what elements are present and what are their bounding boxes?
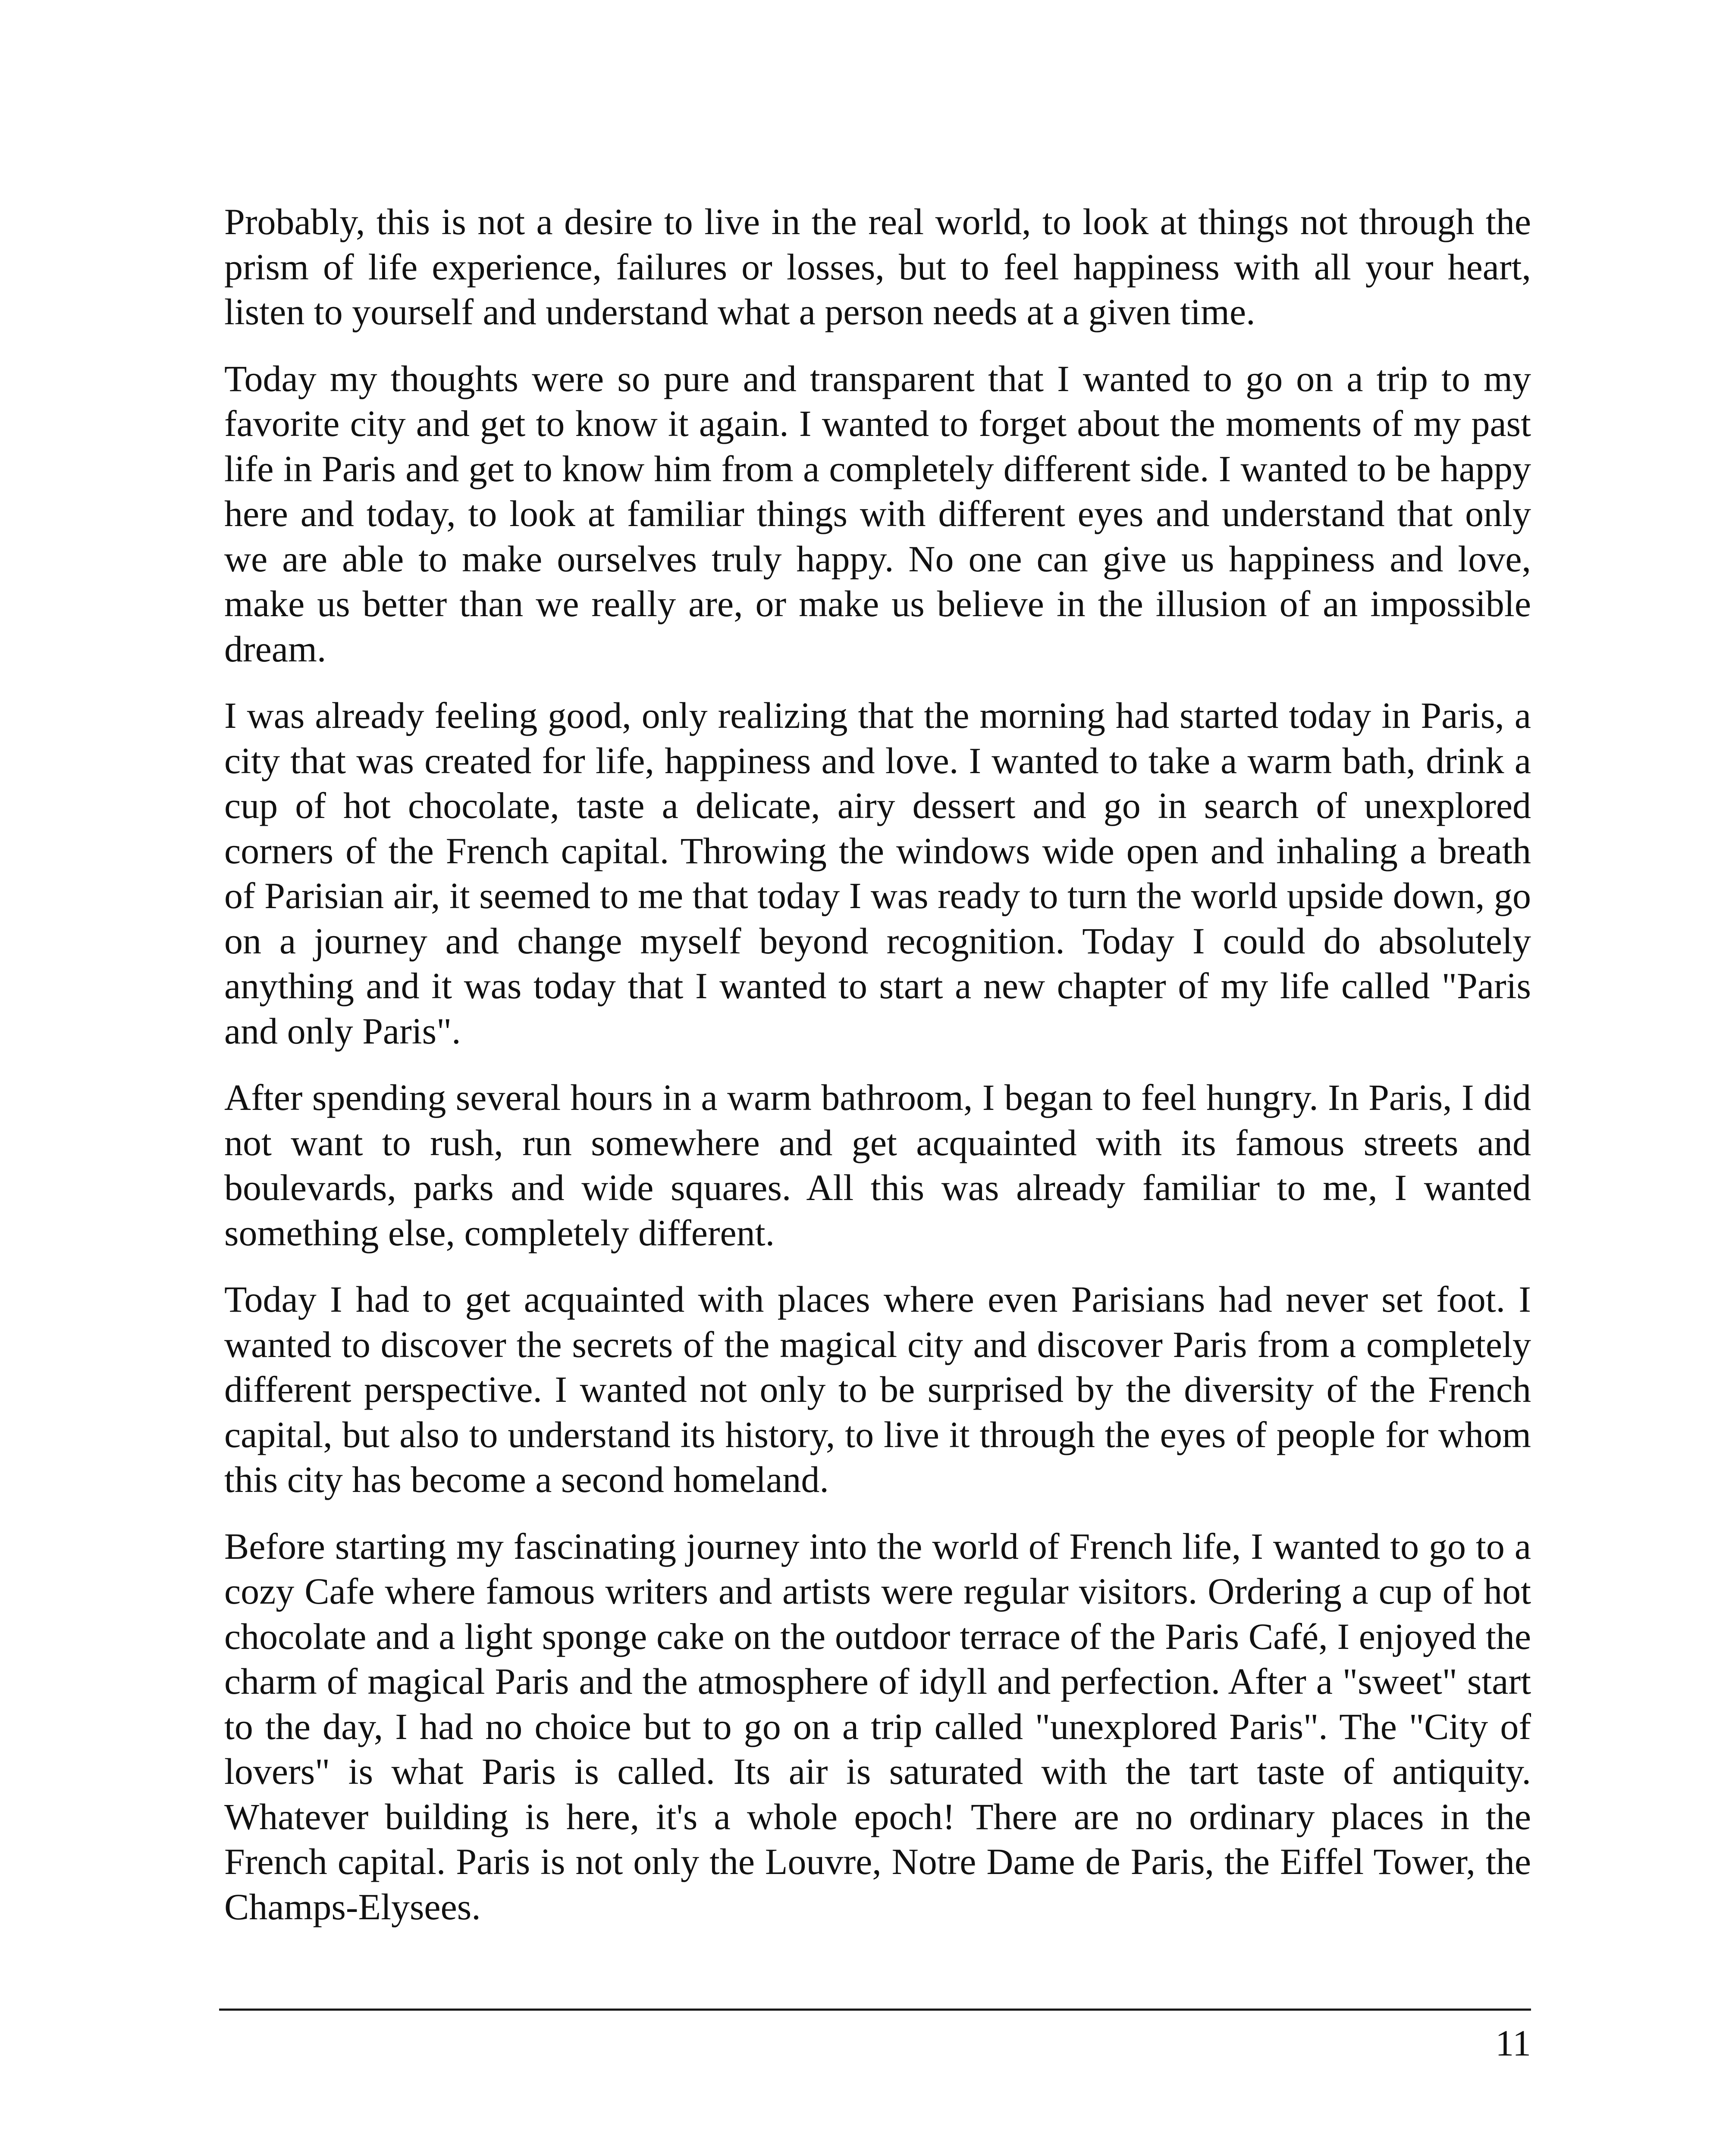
paragraph-5: Today I had to get acquainted with places where even Parisians had never set foot. I wanted to discover the secrets of the magical city and discover Paris from a completely different perspective. I wanted not only to be surprised by the diversity of the French capital, but also to understand its history, to live it through the eyes of people for whom this city has become a second homeland. (224, 1279, 1531, 1500)
body-text (224, 199, 1531, 1951)
paragraph-4: After spending several hours in a warm bathroom, I began to feel hungry. In Paris, I did not want to rush, run somewhere and get acquainted with its famous streets and boulevards, parks and wide squares. All this was already familiar to me, I wanted something else, completely different. (224, 1077, 1531, 1253)
paragraph-2: Today my thoughts were so pure and transparent that I wanted to go on a trip to my favorite city and get to know it again. I wanted to forget about the moments of my past life in Paris and get to know him from a completely different side. I wanted to be happy here and today, to look at familiar things with different eyes and understand that only we are able to make ourselves truly happy. No one can give us happiness and love, make us better than we really are, or make us believe in the illusion of an impossible dream. (224, 357, 1531, 670)
paragraph-3: I was already feeling good, only realizing that the morning had started today in Paris, a city that was created for life, happiness and love. I wanted to take a warm bath, drink a cup of hot chocolate, taste a delicate, airy dessert and go in search of unexplored corners of the French capital. Throwing the windows wide open and inhaling a breath of Parisian air, it seemed to me that today I was ready to turn the world upside down, go on a journey and change myself beyond recognition. Today I could do absolutely anything and it was today that I wanted to start a new chapter of my life called "Paris and only Paris". (224, 695, 1531, 1052)
page-number: 11 (1495, 2022, 1531, 2064)
paragraph-1: Probably, this is not a desire to live in the real world, to look at things not through the prism of life experience, failures or losses, but to feel happiness with all your heart, listen to yourself and understand what a person needs at a given time. (224, 201, 1531, 332)
paragraph-6: Before starting my fascinating journey into the world of French life, I wanted to go to a cozy Cafe where famous writers and artists were regular visitors. Ordering a cup of hot chocolate and a light sponge cake on the outdoor terrace of the Paris Café, I enjoyed the charm of magical Paris and the atmosphere of idyll and perfection. After a "sweet" start to the day, I had no choice but to go on a trip called "unexplored Paris". The "City of lovers" is what Paris is called. Its air is saturated with the tart taste of antiquity. Whatever building is here, it's a whole epoch! There are no ordinary places in the French capital. Paris is not only the Louvre, Notre Dame de Paris, the Eiffel Tower, the Champs-Elysees. (224, 1525, 1531, 1927)
footer-divider (219, 2009, 1531, 2011)
